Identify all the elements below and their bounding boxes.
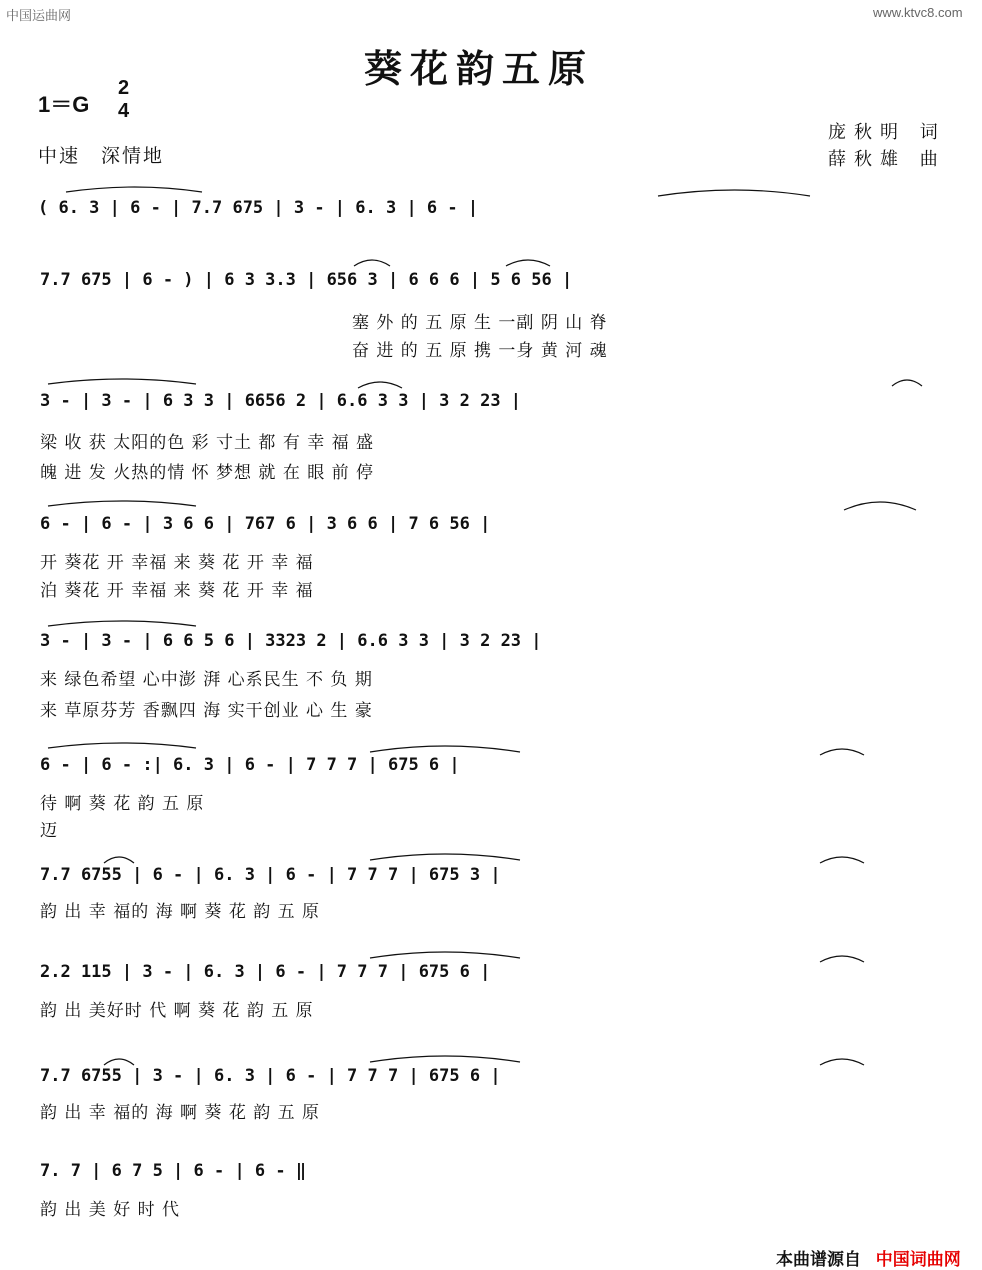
song-title: 葵花韵五原 <box>364 46 595 91</box>
slur <box>820 956 864 962</box>
notation-line-4: 6 - | 6 - | 3 6 6 | 767 6 | 3 6 6 | 7 6 56 | <box>40 514 491 534</box>
tempo-marking: 中速 深情地 <box>38 145 165 167</box>
lyric-line-10: 韵 出 美 好 时 代 <box>40 1200 181 1220</box>
notation-line-6: 6 - | 6 - :| 6. 3 | 6 - | 7 7 7 | 675 6 | <box>40 755 460 775</box>
slur <box>48 743 196 748</box>
time-signature-top: 2 <box>118 77 130 99</box>
notation-line-8: 2.2 115 | 3 - | 6. 3 | 6 - | 7 7 7 | 675 6 | <box>40 962 491 982</box>
lyric-line-3-verse-1: 梁 收 获 太阳的色 彩 寸土 都 有 幸 福 盛 <box>40 433 375 453</box>
slur <box>48 501 196 506</box>
slur <box>104 1059 134 1065</box>
lyric-line-6-verse-1: 待 啊 葵 花 韵 五 原 <box>40 794 205 814</box>
watermark-left: 中国运曲网 <box>6 8 72 23</box>
notation-line-1: ( 6. 3 | 6 - | 7.7 675 | 3 - | 6. 3 | 6 - | <box>38 198 479 218</box>
lyric-line-5-verse-2: 来 草原芬芳 香飘四 海 实干创业 心 生 豪 <box>40 701 373 721</box>
slur <box>48 379 196 384</box>
lyric-line-4-verse-1: 开 葵花 开 幸福 来 葵 花 开 幸 福 <box>40 553 314 573</box>
notation-line-3: 3 - | 3 - | 6 3 3 | 6656 2 | 6.6 3 3 | 3 2 23 | <box>40 391 522 411</box>
footer-site-link[interactable]: 中国词曲网 <box>875 1250 961 1269</box>
slur <box>370 952 520 958</box>
slur <box>354 260 390 266</box>
slur <box>820 749 864 755</box>
composer-credit: 薛秋雄 曲 <box>828 149 946 170</box>
key-signature: 1＝G <box>38 92 90 117</box>
lyric-line-7: 韵 出 幸 福的 海 啊 葵 花 韵 五 原 <box>40 902 321 922</box>
slur <box>370 854 520 860</box>
lyric-line-6-verse-2: 迈 <box>40 821 58 841</box>
lyric-line-9: 韵 出 幸 福的 海 啊 葵 花 韵 五 原 <box>40 1103 321 1123</box>
slur <box>892 380 922 386</box>
lyric-line-5-verse-1: 来 绿色希望 心中澎 湃 心系民生 不 负 期 <box>40 670 373 690</box>
slur <box>370 1056 520 1062</box>
lyricist-credit: 庞秋明 词 <box>828 122 946 143</box>
notation-line-2: 7.7 675 | 6 - ) | 6 3 3.3 | 656 3 | 6 6 6 | 5 6 56 | <box>40 270 573 290</box>
footer-source-label: 本曲谱源自 <box>776 1250 861 1269</box>
lyric-line-4-verse-2: 泊 葵花 开 幸福 来 葵 花 开 幸 福 <box>40 581 314 601</box>
slur <box>48 621 196 626</box>
slur <box>658 190 810 196</box>
watermark-right: www.ktvc8.com <box>873 5 963 20</box>
lyric-line-2-verse-2: 奋 进 的 五 原 携 一身 黄 河 魂 <box>352 341 608 361</box>
slur <box>66 187 202 192</box>
slur <box>104 857 134 863</box>
notation-line-10: 7. 7 | 6 7 5 | 6 - | 6 - ‖ <box>40 1161 307 1181</box>
slur <box>358 382 402 388</box>
notation-line-5: 3 - | 3 - | 6 6 5 6 | 3323 2 | 6.6 3 3 | 3 2 23 | <box>40 631 542 651</box>
slur <box>844 502 916 510</box>
lyric-line-3-verse-2: 魄 进 发 火热的情 怀 梦想 就 在 眼 前 停 <box>40 463 375 483</box>
notation-line-9: 7.7 6755 | 3 - | 6. 3 | 6 - | 7 7 7 | 675 6 | <box>40 1066 501 1086</box>
lyric-line-2-verse-1: 塞 外 的 五 原 生 一副 阴 山 脊 <box>352 313 608 333</box>
lyric-line-8: 韵 出 美好时 代 啊 葵 花 韵 五 原 <box>40 1001 314 1021</box>
time-signature-bottom: 4 <box>118 100 130 122</box>
slur <box>506 260 550 266</box>
slur <box>820 1059 864 1065</box>
slur <box>820 857 864 863</box>
slur <box>370 746 520 752</box>
footer-source <box>776 1245 961 1270</box>
notation-line-7: 7.7 6755 | 6 - | 6. 3 | 6 - | 7 7 7 | 675 3 | <box>40 865 501 885</box>
